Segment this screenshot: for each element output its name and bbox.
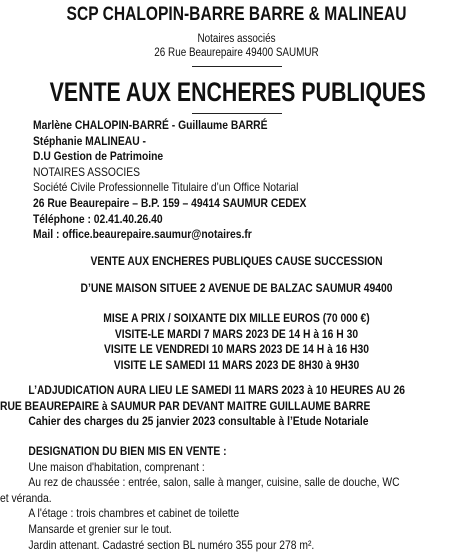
contact-block (33, 118, 351, 243)
sale-heading: VENTE AUX ENCHERES PUBLIQUES CAUSE SUCCESSION (90, 254, 383, 268)
contact-email: Mail : office.beaurepaire.saumur@notaires.fr (33, 227, 252, 242)
visit-date: VISITE LE SAMEDI 11 MARS 2023 DE 8H30 à 9H30 (113, 357, 360, 372)
contact-address: 26 Rue Beaurepaire – B.P. 159 – 49414 SAUMUR CEDEX (33, 195, 307, 210)
notice-title: VENTE AUX ENCHERES PUBLIQUES (49, 77, 426, 107)
designation-heading: DESIGNATION DU BIEN MIS EN VENTE : (28, 444, 227, 458)
office-address: 26 Rue Beaurepaire 49400 SAUMUR (154, 47, 319, 59)
contact-notary-2: Stéphanie MALINEAU - (33, 133, 146, 148)
visit-date: VISITE LE VENDREDI 10 MARS 2023 DE 14 H à 16 H30 (104, 342, 369, 357)
contact-company: Société Civile Professionnelle Titulaire d’un Office Notarial (33, 180, 299, 195)
adjudication-block (0, 383, 473, 430)
office-name: SCP CHALOPIN-BARRE BARRE & MALINEAU (66, 4, 407, 25)
adjudication-line: L’ADJUDICATION AURA LIEU LE SAMEDI 11 MARS 2023 à 10 HEURES AU 26 (28, 383, 405, 397)
divider-top (192, 66, 282, 67)
starting-price: MISE A PRIX / SOIXANTE DIX MILLE EUROS (70 000 €) (103, 311, 370, 325)
designation-line: Au rez de chaussée : entrée, salon, salle à manger, cuisine, salle de douche, WC (28, 475, 400, 490)
designation-block (0, 444, 473, 553)
divider-bottom (192, 113, 282, 114)
designation-line: Une maison d'habitation, comprenant : (28, 459, 205, 474)
designation-line: et véranda. (0, 490, 52, 505)
designation-line: A l'étage : trois chambres et cabinet de toilette (28, 506, 240, 521)
designation-line: Jardin attenant. Cadastré section BL numéro 355 pour 278 m². (28, 537, 315, 552)
terms-line: Cahier des charges du 25 janvier 2023 consultable à l’Etude Notariale (28, 414, 369, 429)
visit-date: VISITE-LE MARDI 7 MARS 2023 DE 14 H à 16 H 30 (114, 326, 359, 341)
office-subtitle: Notaires associés (197, 33, 276, 45)
contact-phone: Téléphone : 02.41.40.26.40 (33, 211, 163, 226)
contact-qualification: D.U Gestion de Patrimoine (33, 149, 164, 164)
price-and-visits (0, 311, 473, 373)
contact-status: NOTAIRES ASSOCIES (33, 164, 141, 179)
property-heading: D’UNE MAISON SITUEE 2 AVENUE DE BALZAC SAUMUR 49400 (80, 281, 393, 295)
designation-line: Mansarde et grenier sur le tout. (28, 521, 172, 536)
contact-notaries: Marlène CHALOPIN-BARRÉ - Guillaume BARRÉ (33, 118, 268, 132)
adjudication-line: RUE BEAUREPAIRE à SAUMUR PAR DEVANT MAITRE GUILLAUME BARRE (0, 398, 371, 413)
